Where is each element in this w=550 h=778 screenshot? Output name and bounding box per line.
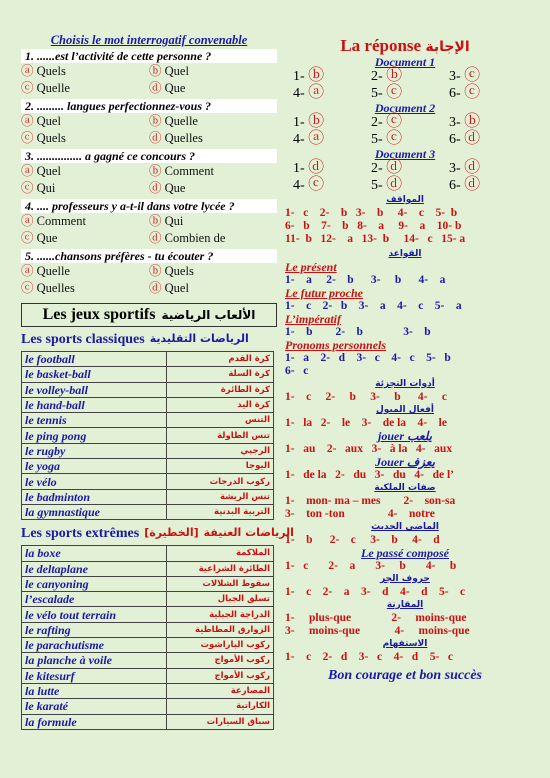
sport-ar: التربية البدنية <box>167 504 274 519</box>
table-row <box>22 638 274 653</box>
jouer-heading: jouer يلعب <box>378 429 432 443</box>
answer-letter-icon: ⓒ <box>464 84 481 101</box>
document-heading: Document 1 <box>374 55 436 69</box>
jeux-title-fr: Les jeux sportifs <box>42 306 156 323</box>
jouer2-heading: Jouer يعزف <box>375 455 435 469</box>
answer-number: 2- <box>371 69 383 84</box>
closing-message: Bon courage et bon succès <box>328 668 482 683</box>
exercise-column <box>21 33 294 730</box>
option-item[interactable] <box>21 63 149 80</box>
option-label: Comment <box>36 214 86 228</box>
sport-fr: la boxe <box>22 546 167 561</box>
answer-number: 5- <box>371 86 383 101</box>
sport-fr: le yoga <box>22 459 167 474</box>
sport-ar: الطائرة الشراعية <box>167 561 274 576</box>
answer-letter-icon: ⓑ <box>464 113 481 130</box>
document-heading: Document 2 <box>374 101 436 115</box>
table-row <box>22 546 274 561</box>
answer-letter-icon: ⓒ <box>308 176 325 193</box>
option-item[interactable] <box>149 263 277 280</box>
sport-ar: الملاكمة <box>167 546 274 561</box>
answer-item <box>449 177 527 194</box>
option-label: Quelles <box>36 281 75 295</box>
qawaid-heading: القواعد <box>388 249 422 259</box>
answer-item <box>449 85 527 102</box>
answer-letter-icon: ⓓ <box>464 176 481 193</box>
answer-item <box>371 131 449 148</box>
table-row <box>22 714 274 729</box>
answer-number: 6- <box>449 86 461 101</box>
document-answers <box>285 56 525 194</box>
option-label: Quels <box>36 64 66 78</box>
sport-fr: la lutte <box>22 683 167 698</box>
jar-answers: 1- c 2- a 3- d 4- d 5- c <box>285 586 466 598</box>
answer-letter-icon: ⓑ <box>308 67 325 84</box>
sport-ar: الرجبي <box>167 443 274 458</box>
sport-ar: سقوط الشلالات <box>167 576 274 591</box>
sport-ar: تنس الريشة <box>167 489 274 504</box>
option-label: Qui <box>36 181 56 195</box>
pronoms-answers: 6- c <box>285 365 309 377</box>
hadith-answers: 1- b 2- c 3- b 4- d <box>285 534 440 546</box>
table-row <box>22 382 274 397</box>
table-row <box>22 489 274 504</box>
answer-number: 5- <box>371 178 383 193</box>
sport-fr: la formule <box>22 714 167 729</box>
imperatif-heading: L’impératif <box>285 312 341 326</box>
sport-ar: كرة السلة <box>167 367 274 382</box>
mawaqif-line: 1- c 2- b 3- b 4- c 5- b <box>285 207 458 219</box>
option-item[interactable] <box>149 163 277 180</box>
jouer-answers: 1- au 2- aux 3- à la 4- aux <box>285 443 453 455</box>
answer-letter-icon: ⓒ <box>386 130 403 147</box>
option-letter-icon: ⓒ <box>21 131 34 145</box>
answer-item <box>449 160 527 177</box>
sport-ar: الدراجة الجبلية <box>167 607 274 622</box>
sport-ar: كرة اليد <box>167 397 274 412</box>
sport-fr: le vélo tout terrain <box>22 607 167 622</box>
present-answers: 1- a 2- b 3- b 4- a <box>285 274 446 286</box>
option-item[interactable] <box>149 280 277 297</box>
sport-ar: تسلق الجبال <box>167 592 274 607</box>
sport-fr: le football <box>22 352 167 367</box>
option-label: Combien de <box>164 231 226 245</box>
option-item[interactable] <box>149 230 277 247</box>
mayl-heading: أفعال الميول <box>375 405 434 415</box>
hadith-heading: الماضي الحديث <box>371 522 439 532</box>
option-label: Que <box>36 231 58 245</box>
exercise-title: Choisis le mot interrogatif convenable <box>50 33 248 47</box>
answer-letter-icon: ⓑ <box>386 67 403 84</box>
answer-letter-icon: ⓑ <box>308 113 325 130</box>
table-row <box>22 413 274 428</box>
option-item[interactable] <box>21 213 149 230</box>
sport-fr: le ping pong <box>22 428 167 443</box>
option-item[interactable] <box>149 180 277 197</box>
option-label: Quel <box>36 114 61 128</box>
option-item[interactable] <box>149 113 277 130</box>
answer-number: 1- <box>293 69 305 84</box>
answer-number: 4- <box>293 178 305 193</box>
sport-ar: ركوب الباراشوت <box>167 638 274 653</box>
option-letter-icon: ⓑ <box>149 64 162 78</box>
question-text: 1. ......est l’activité de cette personne ? <box>21 49 277 63</box>
answer-number: 3- <box>449 161 461 176</box>
mayl-answers: 1- la 2- le 3- de la 4- le <box>285 417 447 429</box>
answer-letter-icon: ⓐ <box>308 84 325 101</box>
table-row <box>22 397 274 412</box>
sport-ar: كرة الطائرة <box>167 382 274 397</box>
sport-fr: le karaté <box>22 699 167 714</box>
option-label: Quel <box>164 281 189 295</box>
option-letter-icon: ⓑ <box>149 214 162 228</box>
answer-item <box>449 68 527 85</box>
table-row <box>22 428 274 443</box>
tajzia-answers: 1- c 2- b 3- b 4- c <box>285 391 447 403</box>
classiques-header <box>21 332 277 348</box>
answer-number: 4- <box>293 132 305 147</box>
question-text: 4. .... professeurs y a-t-il dans votre lycée ? <box>21 199 277 213</box>
option-label: Que <box>164 81 186 95</box>
answer-item <box>293 177 371 194</box>
option-letter-icon: ⓒ <box>21 181 34 195</box>
muqarana-answers: 1- plus-que 2- moins-que <box>285 612 467 624</box>
sport-fr: le kitesurf <box>22 668 167 683</box>
question-options <box>21 163 277 197</box>
answer-number: 3- <box>449 69 461 84</box>
sport-fr: le parachutisme <box>22 638 167 653</box>
table-row <box>22 592 274 607</box>
question-options <box>21 63 277 97</box>
sport-fr: la planche à voile <box>22 653 167 668</box>
document-answer-grid <box>285 68 525 102</box>
option-item[interactable] <box>21 130 149 147</box>
answer-number: 6- <box>449 178 461 193</box>
answer-number: 2- <box>371 115 383 130</box>
answer-number: 3- <box>449 115 461 130</box>
answer-number: 6- <box>449 132 461 147</box>
table-row <box>22 607 274 622</box>
option-item[interactable] <box>149 63 277 80</box>
option-item[interactable] <box>149 80 277 97</box>
jouer2-answers: 1- de la 2- du 3- du 4- de l’ <box>285 469 454 481</box>
table-row <box>22 699 274 714</box>
milkia-answers: 3- ton -ton 4- notre <box>285 508 435 520</box>
option-label: Comment <box>164 164 214 178</box>
reponse-title-fr: La réponse <box>340 36 422 55</box>
sport-fr: le rafting <box>22 622 167 637</box>
option-label: Quels <box>36 131 66 145</box>
option-item[interactable] <box>21 113 149 130</box>
futur-heading: Le futur proche <box>285 286 363 300</box>
answer-item <box>293 85 371 102</box>
option-item[interactable] <box>21 80 149 97</box>
classiques-table <box>21 351 274 520</box>
table-row <box>22 367 274 382</box>
sport-ar: كرة القدم <box>167 352 274 367</box>
sport-ar: ركوب الأمواج <box>167 668 274 683</box>
answer-item <box>293 131 371 148</box>
document-answer-grid <box>285 114 525 148</box>
question-text: 5. ......chansons préfères - tu écouter ? <box>21 249 277 263</box>
table-row <box>22 474 274 489</box>
sport-fr: le badminton <box>22 489 167 504</box>
answer-item <box>371 177 449 194</box>
pronoms-heading: Pronoms personnels <box>285 338 387 352</box>
extremes-header <box>21 526 294 542</box>
option-label: Qui <box>164 214 184 228</box>
answer-item <box>371 68 449 85</box>
muqarana-heading: المقارنة <box>386 600 424 610</box>
sport-ar: ركوب الأمواج <box>167 653 274 668</box>
option-letter-icon: ⓐ <box>21 114 34 128</box>
sport-fr: le basket-ball <box>22 367 167 382</box>
sport-ar: المصارعة <box>167 683 274 698</box>
question-text: 2. ......... langues perfectionnez-vous ? <box>21 99 277 113</box>
option-item[interactable] <box>21 163 149 180</box>
answer-item <box>371 160 449 177</box>
sport-ar: اليوجا <box>167 459 274 474</box>
jeux-sportifs-header <box>21 303 277 327</box>
answer-letter-icon: ⓐ <box>308 130 325 147</box>
option-item[interactable] <box>149 213 277 230</box>
answer-item <box>293 68 371 85</box>
answer-letter-icon: ⓓ <box>308 159 325 176</box>
istifham-heading: الاستفهام <box>382 639 428 649</box>
sport-fr: le hand-ball <box>22 397 167 412</box>
question-options <box>21 113 277 147</box>
imperatif-answers: 1- b 2- b 3- b <box>285 326 431 338</box>
answer-number: 1- <box>293 161 305 176</box>
option-label: Quelle <box>36 81 70 95</box>
sport-ar: الكاراتية <box>167 699 274 714</box>
option-label: Quel <box>36 164 61 178</box>
option-letter-icon: ⓐ <box>21 214 34 228</box>
document-answer-grid <box>285 160 525 194</box>
option-letter-icon: ⓓ <box>149 281 162 295</box>
passe-heading: Le passé composé <box>361 546 449 560</box>
mawaqif-line: 6- b 7- b 8- a 9- a 10- b <box>285 220 462 232</box>
option-letter-icon: ⓑ <box>149 264 162 278</box>
document-heading: Document 3 <box>374 147 436 161</box>
sport-ar: الزوارق المطاطية <box>167 622 274 637</box>
option-item[interactable] <box>21 263 149 280</box>
sport-fr: l’escalade <box>22 592 167 607</box>
option-label: Quelle <box>164 114 198 128</box>
classiques-title-ar: الرياضات التقليدية <box>149 332 249 345</box>
reponse-title-ar: الإجابة <box>425 39 470 55</box>
answer-letter-icon: ⓒ <box>386 84 403 101</box>
extremes-title-ar-bracket: [الخطيرة] <box>144 526 199 540</box>
answer-letter-icon: ⓒ <box>386 113 403 130</box>
answer-number: 5- <box>371 132 383 147</box>
table-row <box>22 443 274 458</box>
option-item[interactable] <box>149 130 277 147</box>
sport-fr: le deltaplane <box>22 561 167 576</box>
muqarana-answers: 3- moins-que 4- moins-que <box>285 625 470 637</box>
option-letter-icon: ⓓ <box>149 131 162 145</box>
extremes-table <box>21 545 274 730</box>
table-row <box>22 576 274 591</box>
table-row <box>22 668 274 683</box>
sport-fr: le volley-ball <box>22 382 167 397</box>
sport-fr: le tennis <box>22 413 167 428</box>
sport-fr: la gymnastique <box>22 504 167 519</box>
option-label: Quels <box>164 264 194 278</box>
option-letter-icon: ⓓ <box>149 81 162 95</box>
question-list <box>21 49 277 297</box>
jeux-title-ar: الألعاب الرياضية <box>161 308 256 322</box>
option-label: Quelle <box>36 264 70 278</box>
table-row <box>22 352 274 367</box>
tajzia-heading: أدوات التجزئة <box>375 379 435 389</box>
answer-item <box>449 131 527 148</box>
answer-item <box>371 85 449 102</box>
table-row <box>22 683 274 698</box>
question-options <box>21 263 277 297</box>
option-letter-icon: ⓒ <box>21 81 34 95</box>
mawaqif-line: 11- b 12- a 13- b 14- c 15- a <box>285 233 466 245</box>
option-letter-icon: ⓒ <box>21 231 34 245</box>
table-row <box>22 561 274 576</box>
option-letter-icon: ⓐ <box>21 64 34 78</box>
option-letter-icon: ⓓ <box>149 181 162 195</box>
classiques-title-fr: Les sports classiques <box>21 332 145 347</box>
table-row <box>22 622 274 637</box>
answer-item <box>371 114 449 131</box>
answer-number: 4- <box>293 86 305 101</box>
answer-column <box>285 36 525 684</box>
option-letter-icon: ⓑ <box>149 114 162 128</box>
option-label: Que <box>164 181 186 195</box>
answer-item <box>293 160 371 177</box>
question-options <box>21 213 277 247</box>
sport-ar: التنس <box>167 413 274 428</box>
answer-number: 2- <box>371 161 383 176</box>
sport-fr: le canyoning <box>22 576 167 591</box>
reponse-title <box>285 36 525 56</box>
answer-letter-icon: ⓒ <box>464 67 481 84</box>
jar-heading: حروف الجر <box>380 574 430 584</box>
option-letter-icon: ⓑ <box>149 164 162 178</box>
answer-letter-icon: ⓓ <box>386 176 403 193</box>
option-letter-icon: ⓐ <box>21 264 34 278</box>
answer-letter-icon: ⓓ <box>386 159 403 176</box>
answer-item <box>449 114 527 131</box>
mawaqif-heading: المواقف <box>386 195 424 205</box>
extremes-title-ar: الرياضات العنيفة <box>203 526 294 540</box>
extremes-title-fr: Les sports extrêmes <box>21 526 140 542</box>
passe-answers: 1- c 2- a 3- b 4- b <box>285 560 457 572</box>
futur-answers: 1- c 2- b 3- a 4- c 5- a <box>285 300 462 312</box>
option-label: Quel <box>164 64 189 78</box>
sport-fr: le vélo <box>22 474 167 489</box>
option-item[interactable] <box>21 230 149 247</box>
option-label: Quelles <box>164 131 203 145</box>
option-item[interactable] <box>21 180 149 197</box>
answer-number: 1- <box>293 115 305 130</box>
milkia-heading: صفات الملكية <box>374 483 436 493</box>
sport-fr: le rugby <box>22 443 167 458</box>
milkia-answers: 1- mon- ma – mes 2- son-sa <box>285 495 456 507</box>
answer-letter-icon: ⓓ <box>464 159 481 176</box>
pronoms-answers: 1- a 2- d 3- c 4- c 5- b <box>285 352 451 364</box>
answer-letter-icon: ⓓ <box>464 130 481 147</box>
istifham-answers: 1- c 2- d 3- c 4- d 5- c <box>285 651 454 663</box>
answer-item <box>293 114 371 131</box>
table-row <box>22 653 274 668</box>
sport-ar: تنس الطاولة <box>167 428 274 443</box>
sport-ar: سباق السيارات <box>167 714 274 729</box>
option-letter-icon: ⓒ <box>21 281 34 295</box>
option-letter-icon: ⓐ <box>21 164 34 178</box>
table-row <box>22 459 274 474</box>
present-heading: Le présent <box>285 260 337 274</box>
option-item[interactable] <box>21 280 149 297</box>
question-text: 3. ............... a gagné ce concours ? <box>21 149 277 163</box>
sport-ar: ركوب الدرجات <box>167 474 274 489</box>
option-letter-icon: ⓓ <box>149 231 162 245</box>
table-row <box>22 504 274 519</box>
